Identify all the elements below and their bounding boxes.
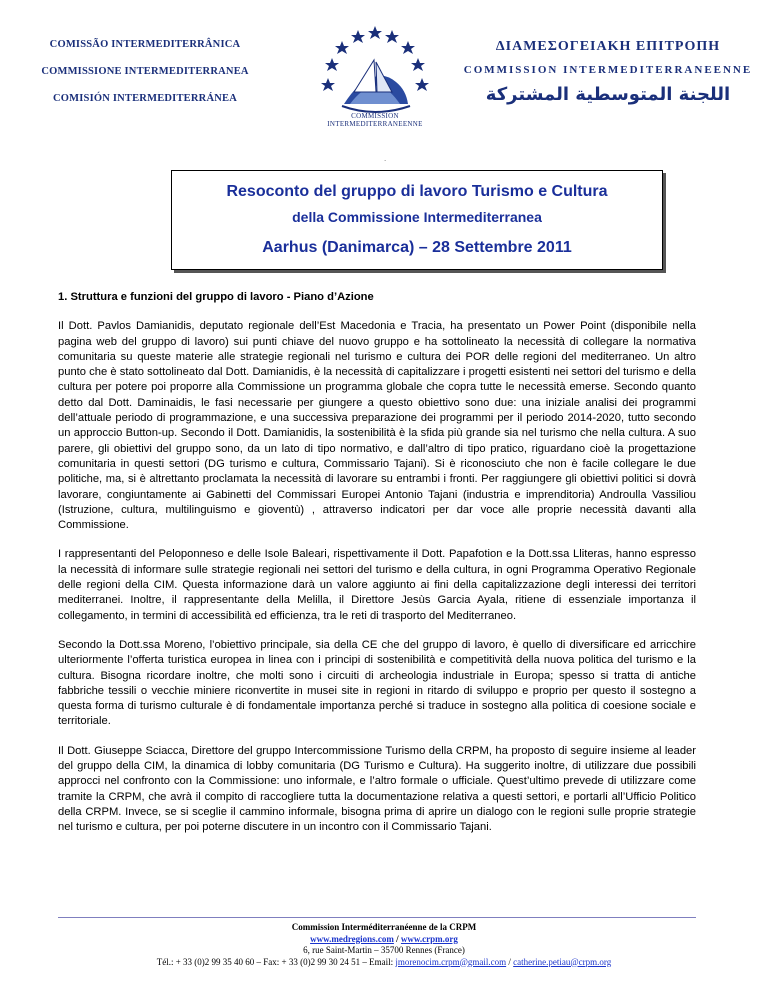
paragraph-4: Il Dott. Giuseppe Sciacca, Direttore del gruppo Intercommissione Turismo della CRPM, ha proposto di seguire insieme al leader del gruppo della CIM, la dinamica di lobby comunitaria (DG Turismo e Cultura). Ha suggerito inoltre, di utilizzare due possibili approcci nel confronto con la Commissione: uno informale, e l’altro formale o ufficiale. Quest’ultimo prevede di utilizzare come tramite la CRPM, che avrà il compito di raccogliere tutta la documentazione relativa a questi settori, e portarli all’Ufficio Politico della CRPM. Invece, se si sceglie il cammino informale, bisogna prima di aprire un dialogo con le regioni sulle proprie strategie nel turismo e cultura, per poi poterne discutere in un incontro con il Commissario Tajani. — [58, 744, 696, 834]
header-name-ar: اللجنة المتوسطية المشتركة — [485, 84, 731, 105]
title-line-3: Aarhus (Danimarca) – 28 Settembre 2011 — [262, 239, 572, 256]
footer-org: Commission Interméditerranéenne de la CRPM — [291, 922, 477, 932]
paragraph-1: Il Dott. Pavlos Damianidis, deputato regionale dell’Est Macedonia e Tracia, ha presentato un Power Point (disponibile nella pagina web del gruppo di lavoro) sui punti chiave del nuovo gruppo e ha sottolineato la necessità di collegare la normativa comunitaria su queste materie alle strategie regionali nel turismo e cultura dei POR delle regioni del mediterraneo. Un altro punto che è stato sottolineato dal Dott. Damianidis, è la necessità di capitalizzare i progetti esistenti nei settori del turismo e della cultura per potere poi proporre alla Commissione un programma globale che copra tutte le necessità emerse. Secondo quanto detto dal Dott. Daminaidis, le fasi necessarie per giungere a questo obiettivo sono due: una iniziale analisi dei programmi dell’attuale periodo di programmazione, e una successiva preparazione dei programmi per il periodo 2014-2020, tutto secondo un approccio Button-up. Secondo il Dott. Damianidis, la sostenibilità è la sfida più grande sia nel turismo che nella cultura. A suo parere, gli obiettivi del gruppo sono, da un lato di tipo normativo, e dall’altro di tipo pratico, riguardano cioè la progettazione comunitaria in questi settori (DG turismo e cultura, Commissario Tajani). Si è riconosciuto che non è facile collegare le due politiche, ma, si è altrettanto proclamata la necessità di lavorare su entrambi i fronti. Per raggiungere gli obiettivi politici si dovrà lavorare, congiuntamente ai Gabinetti del Commissari Europei Antonio Tajani (industria e imprenditoria) Androulla Vassiliou (Istruzione, cultura, multilinguismo e gioventù) , attraverso indicatori per dar voce alle proprie necessità davanti alla Commissione. — [58, 320, 696, 532]
footer — [0, 922, 768, 968]
footer-link-medregions[interactable]: www.medregions.com — [310, 933, 394, 944]
logo-caption-line1: COMMISSION — [351, 112, 399, 120]
footer-email-separator: / — [506, 956, 514, 967]
logo-caption — [318, 112, 432, 128]
header-right-names — [448, 38, 768, 106]
header-name-it: COMMISSIONE INTERMEDITERRANEA — [41, 66, 249, 77]
title-box — [171, 170, 663, 270]
footer-websites — [0, 934, 768, 946]
separator-dot: . — [384, 154, 387, 163]
footer-email-moreno[interactable]: jmorenocim.crpm@gmail.com — [395, 956, 507, 967]
footer-address: 6, rue Saint-Martin – 35700 Rennes (France) — [303, 945, 465, 955]
footer-contacts — [0, 957, 768, 969]
paragraph-2: I rappresentanti del Peloponneso e delle Isole Baleari, rispettivamente il Dott. Papafotion e la Dott.ssa Lliteras, hanno espresso la necessità di informare sulle strategie regionali nei settori del turismo e della cultura, in ogni Programma Operativo Regionale delle regioni della CIM. Questa informazione darà un valore aggiunto ai fini della capitalizzazione degli interessi dei territori mediterranei. Inoltre, il rappresentante della Melilla, il Direttore Jesùs Garcia Ayala, ritiene di essenziale importanza il collegamento, in termini di accessibilità ed efficienza, tra le reti di trasporto del Mediterraneo. — [58, 548, 696, 622]
header-name-pt: COMISSÃO INTERMEDITERRÂNICA — [49, 39, 241, 50]
footer-email-petiau[interactable]: catherine.petiau@crpm.org — [513, 956, 612, 967]
title-line-2: della Commissione Intermediterranea — [292, 209, 542, 225]
footer-contact-prefix: Tél.: + 33 (0)2 99 35 40 60 – Fax: + 33 (0)2 99 30 24 51 – Email: — [156, 956, 396, 967]
report-body — [58, 290, 696, 850]
header-name-es: COMISIÓN INTERMEDITERRÁNEA — [52, 93, 237, 104]
paragraph-3: Secondo la Dott.ssa Moreno, l’obiettivo principale, sia della CE che del gruppo di lavoro, è quello di diversificare ed arricchire ulteriormente l’offerta turistica europea in linea con i principi di sostenibilità e competitività della nuova politica del turismo e la cultura. Bisogna ricordare inoltre, che molti sono i circuiti di archeologia industriale in Europa; spesso si tratta di antiche fabbriche tessili o vecchie miniere riconvertite in musei site in regioni in ritardo di sviluppo e proprio per questo il sostegno a questa forma di turismo culturale è di fondamentale importanza perché si traduce in sostegno alla politica di coesione sociale e territoriale. — [58, 638, 696, 728]
section-heading: 1. Struttura e funzioni del gruppo di lavoro - Piano d’Azione — [58, 291, 374, 303]
footer-divider — [58, 917, 696, 918]
footer-link-crpm[interactable]: www.crpm.org — [400, 933, 458, 944]
logo-caption-line2: INTERMEDITERRANEENNE — [327, 120, 423, 128]
title-line-1: Resoconto del gruppo di lavoro Turismo e Cultura — [226, 183, 608, 200]
header-left-names — [0, 38, 290, 119]
header-name-gr: ΔΙΑΜΕΣΟΓΕΙΑΚΗ ΕΠΙΤΡΟΠΗ — [495, 39, 721, 54]
header-name-fr: COMMISSION INTERMEDITERRANEENNE — [463, 64, 753, 76]
footer-web-separator: / — [393, 933, 401, 944]
